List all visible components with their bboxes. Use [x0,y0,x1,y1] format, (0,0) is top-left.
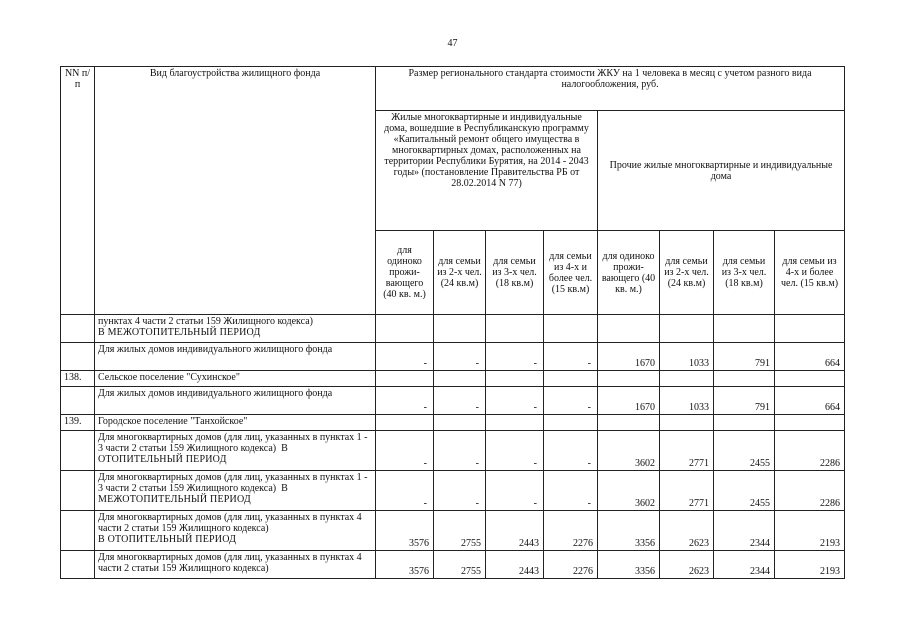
row-number [61,471,95,511]
table-row [61,415,845,431]
value-cell-7 [714,415,775,431]
row-description-text: Для жилых домов индивидуального жилищного фонда [98,388,333,399]
value-cell-2: - [434,387,486,415]
value-cell-8: 2193 [775,511,845,551]
value-cell-8 [775,315,845,343]
value-cell-1: - [376,387,434,415]
row-number [61,387,95,415]
value-cell-6 [660,415,714,431]
value-cell-5: 3356 [598,511,660,551]
value-cell-8: 2193 [775,551,845,579]
value-cell-1: - [376,471,434,511]
header-type: Вид благоустройства жилищного фонда [95,67,376,315]
value-cell-3: - [486,431,544,471]
row-period-label: В ОТОПИТЕЛЬНЫЙ ПЕРИОД [98,534,237,545]
value-cell-6: 2623 [660,511,714,551]
value-cell-4: - [544,431,598,471]
value-cell-5: 3356 [598,551,660,579]
value-cell-3: - [486,343,544,371]
value-cell-5: 1670 [598,387,660,415]
row-description [95,551,376,579]
value-cell-2 [434,371,486,387]
rates-table [60,66,845,579]
row-description-text: Для многоквартирных домов (для лиц, указанных в пунктах 4 части 2 статьи 159 Жилищного кодекса) [98,552,362,574]
row-period-label: В ОТОПИТЕЛЬНЫЙ ПЕРИОД [98,443,288,465]
table-row [61,431,845,471]
value-cell-3: 2443 [486,511,544,551]
row-description [95,315,376,343]
value-cell-8: 664 [775,387,845,415]
value-cell-7: 2455 [714,431,775,471]
row-description [95,343,376,371]
value-cell-1: 3576 [376,551,434,579]
row-number: 138. [61,371,95,387]
row-period-label: В МЕЖОТОПИТЕЛЬНЫЙ ПЕРИОД [98,327,261,338]
value-cell-2 [434,415,486,431]
row-number [61,551,95,579]
value-cell-8: 664 [775,343,845,371]
row-description [95,415,376,431]
row-description-text: Для жилых домов индивидуального жилищного фонда [98,344,333,355]
row-number [61,431,95,471]
value-cell-4: - [544,387,598,415]
page-number: 47 [447,38,458,49]
column-header-cols-a-2: для семьи из 2-х чел. (24 кв.м) [434,231,486,315]
row-number [61,315,95,343]
value-cell-7: 2455 [714,471,775,511]
row-description-text: Сельское поселение "Сухинское" [98,372,240,383]
value-cell-5: 3602 [598,431,660,471]
value-cell-3: - [486,387,544,415]
value-cell-5: 1670 [598,343,660,371]
row-description [95,471,376,511]
column-header-cols-a-1: для одиноко прожи- вающего (40 кв. м.) [376,231,434,315]
value-cell-1: - [376,343,434,371]
value-cell-3 [486,415,544,431]
value-cell-2: 2755 [434,551,486,579]
value-cell-6: 1033 [660,343,714,371]
value-cell-7 [714,371,775,387]
header-group-program: Жилые многоквартирные и индивидуальные дома, вошедшие в Республиканскую программу «Капитальный ремонт общего имущества в многоквартирных домах, расположенных на территории Республики Бурятия, на 2014 - 2043 годы» (постановление Правительства РБ от 28.02.2014 N 77) [376,111,598,231]
row-number: 139. [61,415,95,431]
value-cell-4: - [544,343,598,371]
row-description-text: Для многоквартирных домов (для лиц, указанных в пунктах 4 части 2 статьи 159 Жилищного кодекса) [98,512,362,534]
header-row-1 [61,67,845,111]
value-cell-3 [486,371,544,387]
value-cell-8: 2286 [775,471,845,511]
value-cell-4 [544,371,598,387]
value-cell-3 [486,315,544,343]
column-header-cols-a-4: для семьи из 4-х и более чел. (15 кв.м) [544,231,598,315]
value-cell-1 [376,371,434,387]
table-row [61,511,845,551]
value-cell-8 [775,415,845,431]
value-cell-3: - [486,471,544,511]
value-cell-4 [544,315,598,343]
value-cell-1: - [376,431,434,471]
row-number [61,343,95,371]
value-cell-1: 3576 [376,511,434,551]
row-description [95,511,376,551]
value-cell-4 [544,415,598,431]
row-description-text: Городское поселение "Танхойское" [98,416,248,427]
value-cell-6: 2771 [660,471,714,511]
row-description-text: пунктах 4 части 2 статьи 159 Жилищного кодекса) [98,316,313,327]
table-row [61,315,845,343]
row-description [95,431,376,471]
value-cell-2: - [434,343,486,371]
value-cell-4: - [544,471,598,511]
value-cell-1 [376,315,434,343]
row-number [61,511,95,551]
value-cell-4: 2276 [544,511,598,551]
value-cell-4: 2276 [544,551,598,579]
value-cell-5: 3602 [598,471,660,511]
value-cell-2: - [434,471,486,511]
table-row [61,387,845,415]
row-description [95,387,376,415]
table-row [61,343,845,371]
header-group-other: Прочие жилые многоквартирные и индивидуальные дома [598,111,845,231]
value-cell-5 [598,371,660,387]
row-description-text: Для многоквартирных домов (для лиц, указанных в пунктах 1 - 3 части 2 статьи 159 Жилищного кодекса) [98,432,368,454]
value-cell-5 [598,415,660,431]
value-cell-7: 2344 [714,511,775,551]
column-header-cols-b-2: для семьи из 2-х чел. (24 кв.м) [660,231,714,315]
value-cell-7 [714,315,775,343]
value-cell-6: 2623 [660,551,714,579]
table-row [61,551,845,579]
column-header-cols-a-3: для семьи из 3-х чел. (18 кв.м) [486,231,544,315]
value-cell-8: 2286 [775,431,845,471]
column-header-cols-b-3: для семьи из 3-х чел. (18 кв.м) [714,231,775,315]
value-cell-2 [434,315,486,343]
value-cell-7: 791 [714,343,775,371]
table-row [61,371,845,387]
column-header-cols-b-1: для одиноко прожи- вающего (40 кв. м.) [598,231,660,315]
value-cell-2: - [434,431,486,471]
value-cell-1 [376,415,434,431]
value-cell-6 [660,315,714,343]
table-row [61,471,845,511]
row-description [95,371,376,387]
value-cell-7: 2344 [714,551,775,579]
row-period-label: В МЕЖОТОПИТЕЛЬНЫЙ ПЕРИОД [98,483,288,505]
value-cell-8 [775,371,845,387]
value-cell-7: 791 [714,387,775,415]
value-cell-5 [598,315,660,343]
header-regional-standard: Размер регионального стандарта стоимости ЖКУ на 1 человека в месяц с учетом разного вида налогообложения, руб. [376,67,845,111]
header-nn: NN п/п [61,67,95,315]
value-cell-6 [660,371,714,387]
table-body [61,315,845,579]
row-description-text: Для многоквартирных домов (для лиц, указанных в пунктах 1 - 3 части 2 статьи 159 Жилищного кодекса) [98,472,368,494]
column-header-cols-b-4: для семьи из 4-х и более чел. (15 кв.м) [775,231,845,315]
value-cell-2: 2755 [434,511,486,551]
value-cell-3: 2443 [486,551,544,579]
value-cell-6: 2771 [660,431,714,471]
value-cell-6: 1033 [660,387,714,415]
